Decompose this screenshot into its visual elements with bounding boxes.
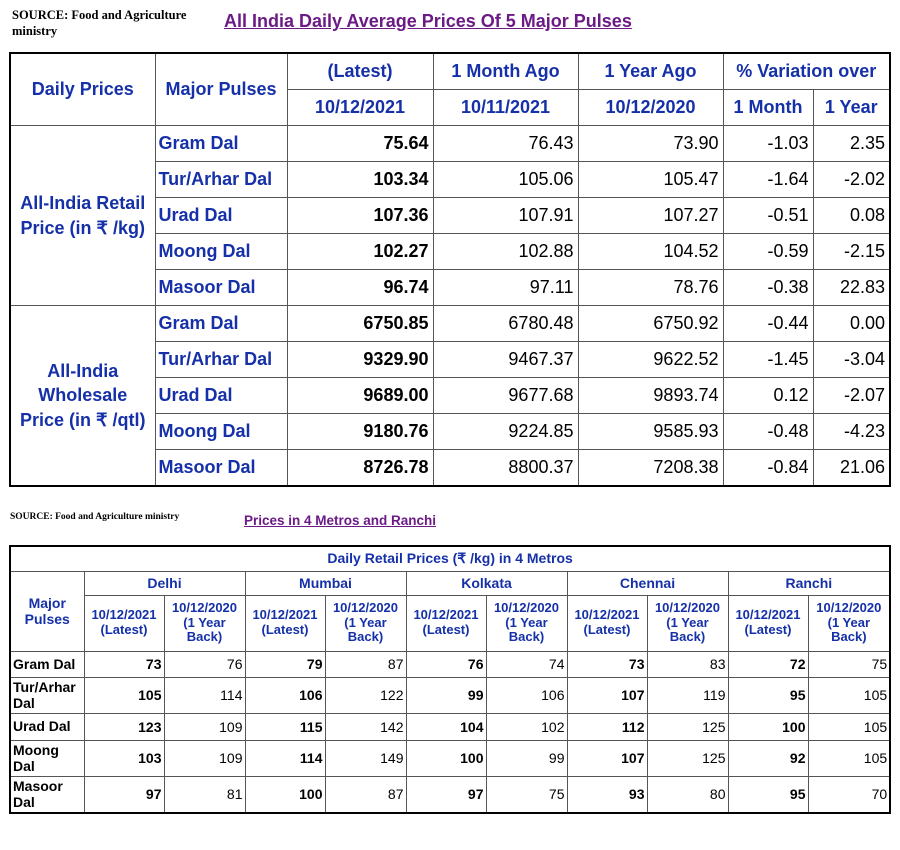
latest-price: 9689.00 <box>287 378 433 414</box>
latest-price: 100 <box>728 713 808 740</box>
year-back-price: 114 <box>164 677 245 713</box>
subheader-latest: 10/12/2021 (Latest) <box>728 595 808 651</box>
latest-price: 73 <box>84 651 164 677</box>
variation-month: -0.59 <box>723 234 813 270</box>
header-major-pulses: Major Pulses <box>155 53 287 126</box>
year-back-price: 75 <box>808 651 890 677</box>
latest-price: 96.74 <box>287 270 433 306</box>
month-ago-price: 9677.68 <box>433 378 578 414</box>
variation-month: -1.45 <box>723 342 813 378</box>
latest-price: 123 <box>84 713 164 740</box>
year-ago-price: 105.47 <box>578 162 723 198</box>
latest-price: 102.27 <box>287 234 433 270</box>
year-back-price: 83 <box>647 651 728 677</box>
variation-month: -0.51 <box>723 198 813 234</box>
variation-month: -0.48 <box>723 414 813 450</box>
year-back-price: 149 <box>325 740 406 776</box>
subheader-latest: 10/12/2021 (Latest) <box>84 595 164 651</box>
latest-price: 95 <box>728 677 808 713</box>
variation-month: -0.84 <box>723 450 813 487</box>
pulse-name: Urad Dal <box>155 378 287 414</box>
pulse-name: Moong Dal <box>155 414 287 450</box>
source-note-top: SOURCE: Food and Agriculture ministry <box>12 8 187 38</box>
pulse-name: Urad Dal <box>155 198 287 234</box>
variation-year: -2.15 <box>813 234 890 270</box>
year-ago-price: 104.52 <box>578 234 723 270</box>
year-back-price: 119 <box>647 677 728 713</box>
latest-price: 104 <box>406 713 486 740</box>
month-ago-price: 107.91 <box>433 198 578 234</box>
year-back-price: 102 <box>486 713 567 740</box>
latest-price: 114 <box>245 740 325 776</box>
month-ago-price: 105.06 <box>433 162 578 198</box>
latest-price: 103 <box>84 740 164 776</box>
header-var-month: 1 Month <box>723 90 813 126</box>
year-back-price: 142 <box>325 713 406 740</box>
latest-price: 112 <box>567 713 647 740</box>
latest-price: 105 <box>84 677 164 713</box>
latest-price: 8726.78 <box>287 450 433 487</box>
latest-price: 72 <box>728 651 808 677</box>
month-ago-price: 8800.37 <box>433 450 578 487</box>
year-ago-price: 6750.92 <box>578 306 723 342</box>
year-back-price: 109 <box>164 713 245 740</box>
pulse-name: Tur/Arhar Dal <box>10 677 84 713</box>
latest-price: 73 <box>567 651 647 677</box>
pulse-name: Masoor Dal <box>155 270 287 306</box>
table-row <box>10 306 890 342</box>
pulse-name: Moong Dal <box>155 234 287 270</box>
table-row <box>10 651 890 677</box>
latest-price: 9329.90 <box>287 342 433 378</box>
table-row <box>10 776 890 813</box>
variation-year: 22.83 <box>813 270 890 306</box>
variation-month: -1.03 <box>723 126 813 162</box>
variation-month: -1.64 <box>723 162 813 198</box>
variation-year: -4.23 <box>813 414 890 450</box>
subheader-year-back: 10/12/2020 (1 Year Back) <box>808 595 890 651</box>
city-header: Kolkata <box>406 571 567 595</box>
year-ago-price: 78.76 <box>578 270 723 306</box>
pulse-name: Moong Dal <box>10 740 84 776</box>
month-ago-price: 6780.48 <box>433 306 578 342</box>
year-back-price: 81 <box>164 776 245 813</box>
subheader-year-back: 10/12/2020 (1 Year Back) <box>486 595 567 651</box>
pulse-name: Gram Dal <box>155 306 287 342</box>
latest-price: 107.36 <box>287 198 433 234</box>
year-ago-price: 9622.52 <box>578 342 723 378</box>
group-wholesale-label: All-India Wholesale Price (in ₹ /qtl) <box>10 306 155 487</box>
latest-price: 95 <box>728 776 808 813</box>
table-row <box>10 126 890 162</box>
table-row <box>10 677 890 713</box>
year-ago-price: 9893.74 <box>578 378 723 414</box>
header-month-ago: 1 Month Ago <box>433 53 578 90</box>
pulse-name: Masoor Dal <box>155 450 287 487</box>
subheader-latest: 10/12/2021 (Latest) <box>245 595 325 651</box>
variation-year: -2.07 <box>813 378 890 414</box>
latest-price: 79 <box>245 651 325 677</box>
city-header: Ranchi <box>728 571 890 595</box>
pulse-name: Masoor Dal <box>10 776 84 813</box>
latest-price: 106 <box>245 677 325 713</box>
header-year-ago: 1 Year Ago <box>578 53 723 90</box>
variation-month: 0.12 <box>723 378 813 414</box>
pulse-name: Tur/Arhar Dal <box>155 342 287 378</box>
year-back-price: 74 <box>486 651 567 677</box>
national-prices-table <box>9 52 891 487</box>
year-back-price: 87 <box>325 776 406 813</box>
year-back-price: 105 <box>808 677 890 713</box>
variation-year: 0.00 <box>813 306 890 342</box>
year-ago-price: 7208.38 <box>578 450 723 487</box>
variation-year: -2.02 <box>813 162 890 198</box>
year-ago-price: 9585.93 <box>578 414 723 450</box>
group-retail-label: All-India Retail Price (in ₹ /kg) <box>10 126 155 306</box>
main-title-link[interactable]: All India Daily Average Prices Of 5 Major Pulses <box>224 11 632 31</box>
year-back-price: 125 <box>647 713 728 740</box>
table-row <box>10 713 890 740</box>
variation-year: -3.04 <box>813 342 890 378</box>
year-back-price: 109 <box>164 740 245 776</box>
latest-price: 103.34 <box>287 162 433 198</box>
latest-price: 9180.76 <box>287 414 433 450</box>
pulse-name: Gram Dal <box>10 651 84 677</box>
year-back-price: 125 <box>647 740 728 776</box>
month-ago-price: 97.11 <box>433 270 578 306</box>
subheader-year-back: 10/12/2020 (1 Year Back) <box>647 595 728 651</box>
year-back-price: 122 <box>325 677 406 713</box>
year-back-price: 105 <box>808 713 890 740</box>
latest-price: 93 <box>567 776 647 813</box>
header-variation: % Variation over <box>723 53 890 90</box>
latest-price: 97 <box>406 776 486 813</box>
header-latest-date: 10/12/2021 <box>287 90 433 126</box>
city-header: Delhi <box>84 571 245 595</box>
table-row <box>10 740 890 776</box>
subheader-year-back: 10/12/2020 (1 Year Back) <box>325 595 406 651</box>
variation-month: -0.44 <box>723 306 813 342</box>
header-year-ago-date: 10/12/2020 <box>578 90 723 126</box>
subheader-year-back: 10/12/2020 (1 Year Back) <box>164 595 245 651</box>
latest-price: 97 <box>84 776 164 813</box>
variation-year: 21.06 <box>813 450 890 487</box>
month-ago-price: 9224.85 <box>433 414 578 450</box>
metro-prices-table <box>9 545 891 814</box>
metros-caption: Daily Retail Prices (₹ /kg) in 4 Metros <box>10 546 890 571</box>
metros-title-link[interactable]: Prices in 4 Metros and Ranchi <box>244 513 437 528</box>
latest-price: 92 <box>728 740 808 776</box>
year-ago-price: 73.90 <box>578 126 723 162</box>
month-ago-price: 9467.37 <box>433 342 578 378</box>
latest-price: 75.64 <box>287 126 433 162</box>
header-month-ago-date: 10/11/2021 <box>433 90 578 126</box>
header-major-pulses-metro: Major Pulses <box>10 571 84 651</box>
subheader-latest: 10/12/2021 (Latest) <box>406 595 486 651</box>
header-var-year: 1 Year <box>813 90 890 126</box>
month-ago-price: 76.43 <box>433 126 578 162</box>
latest-price: 100 <box>245 776 325 813</box>
variation-year: 0.08 <box>813 198 890 234</box>
city-header: Mumbai <box>245 571 406 595</box>
year-back-price: 87 <box>325 651 406 677</box>
latest-price: 99 <box>406 677 486 713</box>
latest-price: 76 <box>406 651 486 677</box>
latest-price: 100 <box>406 740 486 776</box>
header-latest: (Latest) <box>287 53 433 90</box>
year-back-price: 75 <box>486 776 567 813</box>
header-daily-prices: Daily Prices <box>10 53 155 126</box>
year-back-price: 105 <box>808 740 890 776</box>
year-ago-price: 107.27 <box>578 198 723 234</box>
year-back-price: 106 <box>486 677 567 713</box>
pulse-name: Gram Dal <box>155 126 287 162</box>
variation-month: -0.38 <box>723 270 813 306</box>
pulse-name: Urad Dal <box>10 713 84 740</box>
month-ago-price: 102.88 <box>433 234 578 270</box>
subheader-latest: 10/12/2021 (Latest) <box>567 595 647 651</box>
year-back-price: 80 <box>647 776 728 813</box>
latest-price: 115 <box>245 713 325 740</box>
year-back-price: 70 <box>808 776 890 813</box>
latest-price: 6750.85 <box>287 306 433 342</box>
city-header: Chennai <box>567 571 728 595</box>
pulse-name: Tur/Arhar Dal <box>155 162 287 198</box>
year-back-price: 76 <box>164 651 245 677</box>
year-back-price: 99 <box>486 740 567 776</box>
latest-price: 107 <box>567 740 647 776</box>
variation-year: 2.35 <box>813 126 890 162</box>
latest-price: 107 <box>567 677 647 713</box>
source-note-bottom: SOURCE: Food and Agriculture ministry <box>10 512 180 522</box>
